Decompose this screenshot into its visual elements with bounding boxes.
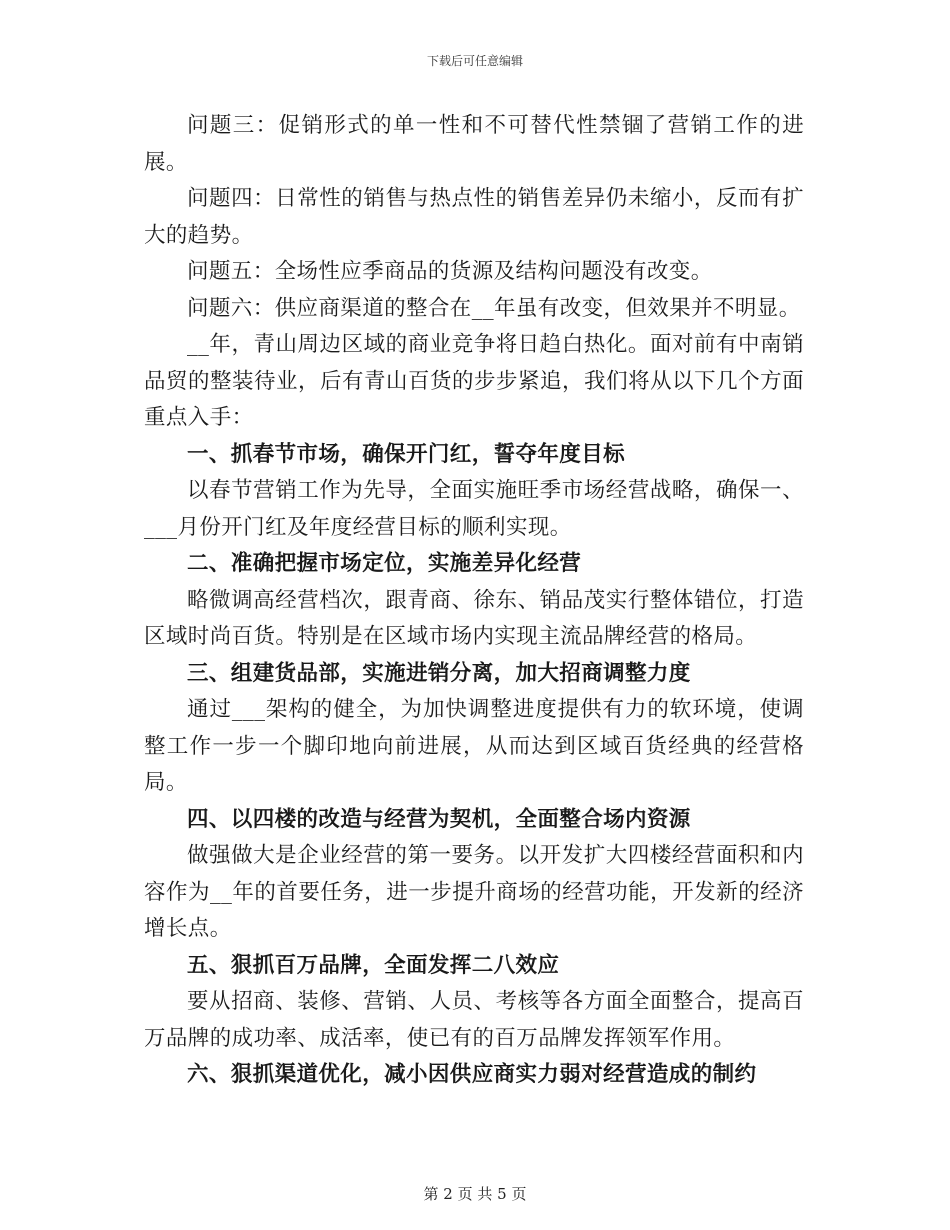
body-paragraph: 略微调高经营档次，跟青商、徐东、销品茂实行整体错位，打造区域时尚百货。特别是在区域市场内实现主流品牌经营的格局。 xyxy=(144,587,804,649)
body-paragraph: 以春节营销工作为先导，全面实施旺季市场经营战略，确保一、___月份开门红及年度经营目标的顺利实现。 xyxy=(144,478,804,540)
page-number-footer: 第 2 页 共 5 页 xyxy=(423,1185,527,1203)
body-paragraph: __年，青山周边区域的商业竞争将日趋白热化。面对前有中南销品贸的整装待业，后有青山百货的步步紧追，我们将从以下几个方面重点入手： xyxy=(144,332,804,430)
section-heading: 五、狠抓百万品牌，全面发挥二八效应 xyxy=(187,952,560,978)
section-heading: 三、组建货品部，实施进销分离，加大招商调整力度 xyxy=(187,660,691,686)
section-heading: 二、准确把握市场定位，实施差异化经营 xyxy=(187,551,582,576)
body-paragraph: 要从招商、装修、营销、人员、考核等各方面全面整合，提高百万品牌的成功率、成活率，使已有的百万品牌发挥领军作用。 xyxy=(144,989,804,1051)
page-header-note: 下载后可任意编辑 xyxy=(426,54,523,68)
body-paragraph: 问题三：促销形式的单一性和不可替代性禁锢了营销工作的进展。 xyxy=(144,113,804,175)
section-heading: 一、抓春节市场，确保开门红，誓夺年度目标 xyxy=(187,441,626,467)
body-paragraph: 问题五：全场性应季商品的货源及结构问题没有改变。 xyxy=(187,259,713,284)
section-heading: 四、以四楼的改造与经营为契机，全面整合场内资源 xyxy=(187,806,691,832)
document-body xyxy=(144,108,804,1094)
body-paragraph: 通过___架构的健全，为加快调整进度提供有力的软环境，使调整工作一步一个脚印地向前进展，从而达到区域百货经典的经营格局。 xyxy=(144,697,804,795)
body-paragraph: 问题四：日常性的销售与热点性的销售差异仍未缩小，反而有扩大的趋势。 xyxy=(144,186,804,248)
section-heading: 六、狠抓渠道优化，减小因供应商实力弱对经营造成的制约 xyxy=(187,1062,757,1087)
body-paragraph: 问题六：供应商渠道的整合在__年虽有改变，但效果并不明显。 xyxy=(187,295,801,321)
body-paragraph: 做强做大是企业经营的第一要务。以开发扩大四楼经营面积和内容作为__年的首要任务，进一步提升商场的经营功能，开发新的经济增长点。 xyxy=(144,843,804,941)
